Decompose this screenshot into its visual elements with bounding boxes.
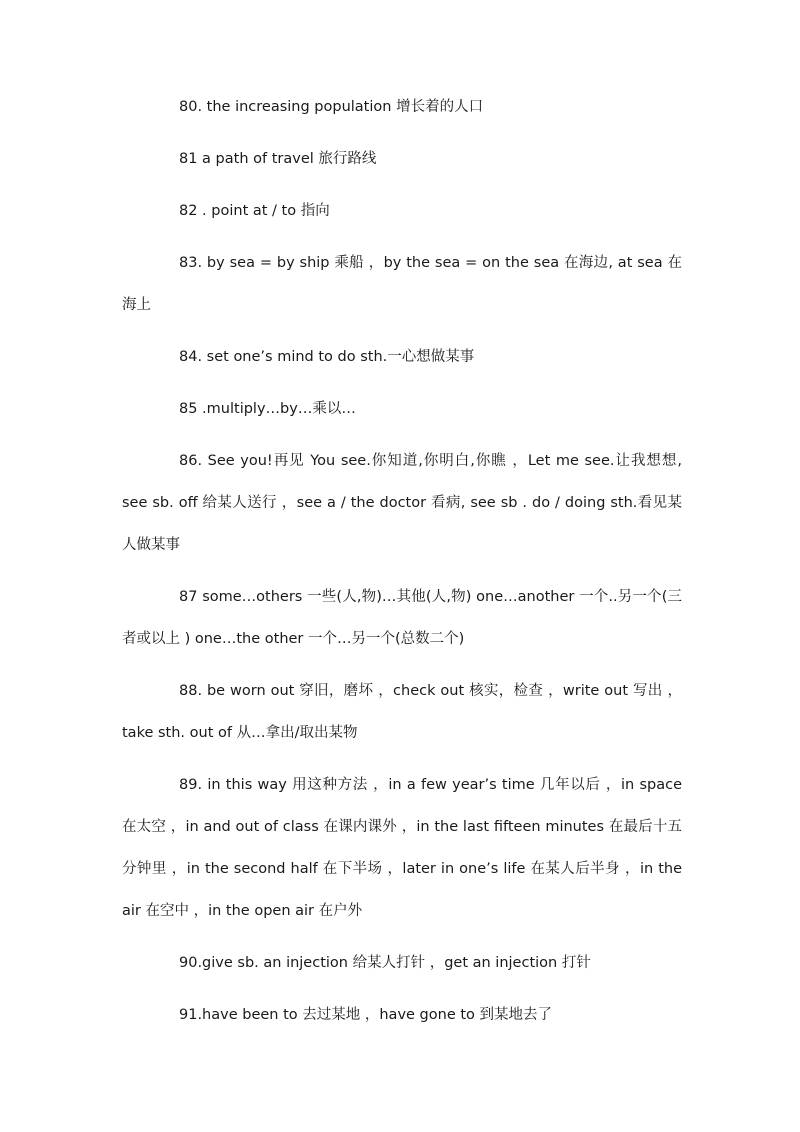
entry-83: 83. by sea = by ship 乘船 ，by the sea = on the sea 在海边, at sea 在海上 [122, 255, 682, 313]
entry-91: 91.have been to 去过某地 ，have gone to 到某地去了 [179, 1007, 553, 1023]
entry-82: 82 . point at / to 指向 [179, 203, 330, 219]
document-body [122, 86, 682, 1046]
entry-81: 81 a path of travel 旅行路线 [179, 151, 377, 167]
entry-88: 88. be worn out 穿旧，磨坏 ，check out 核实，检查 ，write out 写出 ， take sth. out of 从…拿出/取出某物 [122, 683, 682, 741]
entry-87: 87 some…others 一些(人,物)…其他(人,物) one…another 一个..另一个(三者或以上 ) one…the other 一个…另一个(总数二个) [122, 589, 682, 647]
entry-90: 90.give sb. an injection 给某人打针 ，get an injection 打针 [179, 955, 591, 971]
entry-80: 80. the increasing population 增长着的人口 [179, 99, 484, 115]
entry-86: 86. See you!再见 You see.你知道,你明白,你瞧 ，Let me see.让我想想, see sb. off 给某人送行 ，see a / the doctor 看病, see sb . do / doing sth.看见某人做某事 [122, 453, 682, 553]
entry-85: 85 .multiply…by…乘以… [179, 401, 356, 417]
entry-84: 84. set one’s mind to do sth.一心想做某事 [179, 349, 475, 365]
entry-89: 89. in this way 用这种方法 ，in a few year’s time 几年以后 ，in space 在太空 ，in and out of class 在课内课外 ，in the last fifteen minutes 在最后十五分钟里 ，in the second half 在下半场 ，later in one’s life 在某人后半身 ，in the air 在空中 ，in the open air 在户外 [122, 777, 682, 919]
